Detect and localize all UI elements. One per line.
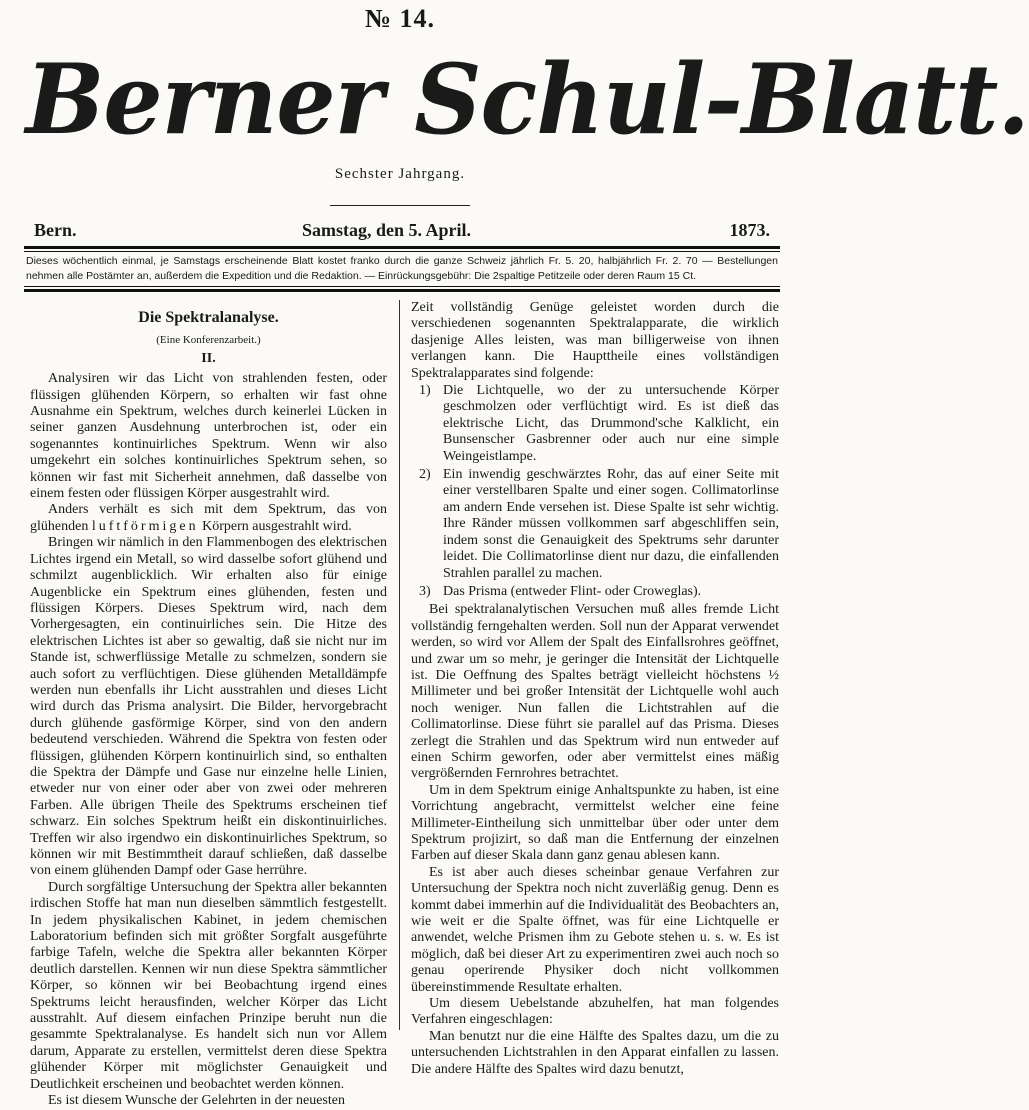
divider (24, 286, 780, 287)
paragraph: Anders verhält es sich mit dem Spektrum, das von glühenden luftförmigen Körpern ausgestrahlt wird. (30, 502, 387, 534)
dateline-date: Samstag, den 5. April. (302, 220, 472, 240)
paragraph: Es ist aber auch dieses scheinbar genaue Verfahren zur Untersuchung der Spektra noch nicht zuverläßig genug. Denn es kommt dabei immerhin auf die Individualität des Beobachters an, wie weit er die Spalte öffnet, was für eine Lichtquelle er anwendet, welche Prismen ihm zu Gebote stehen u. s. w. Es ist möglich, daß bei dieser Art zu experimentiren zwei auch noch so genau operirende Physiker doch nicht vollkommen übereinstimmende Resultate erhalten. (411, 864, 779, 995)
paragraph: Man benutzt nur die eine Hälfte des Spaltes dazu, um die zu untersuchenden Lichtstrahlen in den Apparat einfallen zu lassen. Die andere Hälfte des Spaltes wird dazu benutzt, (411, 1028, 779, 1077)
dateline-place: Bern. (34, 220, 77, 240)
volume-year: Sechster Jahrgang. (334, 166, 466, 182)
column-divider (399, 300, 400, 1030)
paragraph: Analysiren wir das Licht von strahlenden festen, oder flüssigen glühenden Körpern, so erhalten wir fast ohne Ausnahme ein Spektrum, welches durch keinerlei Lücken in seiner ganzen Ausdehnung unterbrochen ist, oder ein sogenanntes kontinuirliches Spektrum. Wenn wir also umgekehrt ein solches kontinuirliches Spektrum sehen, so können wir fast mit Sicherheit annehmen, daß dasselbe von einem festen oder flüssigen Körper ausgestrahlt wird. (30, 371, 387, 502)
article-left-column (30, 300, 387, 1110)
paragraph: Bei spektralanalytischen Versuchen muß alles fremde Licht vollständig ferngehalten werden. Soll nun der Apparat verwendet werden, so wird vor Allem der Spalt des Einfallsrohres geöffnet, und zwar um so mehr, je geringer die Intensität der Lichtquelle ist. Die Oeffnung des Spaltes beträgt vielleicht höchstens ½ Millimeter und bei großer Intensität der Lichtquelle wohl auch noch weniger. Nun fallen die Lichtstrahlen auf die Collimatorlinse. Diese führt sie parallel auf das Prisma. Dieses zerlegt die Strahlen und das Spektrum wird nun entweder auf einen Schirm geworfen, oder aber vermittelst eines mäßig vergrößernden Fernrohres betrachtet. (411, 602, 779, 782)
divider (24, 251, 780, 252)
masthead-title: Berner Schul-Blatt. (25, 43, 1029, 156)
paragraph: Es ist diesem Wunsche der Gelehrten in der neuesten (48, 1093, 345, 1109)
emphasis: luftförmigen (91, 518, 199, 534)
article-title: Die Spektralanalyse. (138, 309, 279, 326)
list-item: 1) Die Lichtquelle, wo der zu untersuchende Körper geschmolzen oder verflüchtigt wird. Es ist dieß das elektrische Licht, das Drummond'sche Kalklicht, ein Bunsenscher Gasbrenner oder auch nur eine simple Weingeistlampe. (419, 383, 779, 464)
article-right-column (411, 300, 779, 1078)
dateline (24, 220, 780, 244)
subscription-notice: Dieses wöchentlich einmal, je Samstags erscheinende Blatt kostet franko durch die ganze Schweiz jährlich Fr. 5. 20, halbjährlich Fr. 2. 70 — Bestellungen nehmen alle Postämter an, außerdem die Expedition und die Redaktion. — Einrückungsgebühr: Die 2spaltige Petitzeile oder deren Raum 15 Ct. (26, 255, 778, 282)
list-item: 2) Ein inwendig geschwärztes Rohr, das auf einer Seite mit einer verstellbaren Spalte und einer sogen. Collimatorlinse am andern Ende versehen ist. Diese Spalte ist sehr wichtig. Ihre Ränder müssen vollkommen sarf abgeschliffen sein, indem sonst die Genauigkeit des Spektrums sehr darunter leidet. Die Collimatorlinse dient nur dazu, die einfallenden Strahlen parallel zu machen. (419, 467, 779, 581)
divider (24, 289, 780, 292)
divider (330, 205, 470, 206)
paragraph: Durch sorgfältige Untersuchung der Spektra aller bekannten irdischen Stoffe hat man nun dieselben sämmtlich festgestellt. In jedem physikalischen Kabinet, in jedem chemischen Laboratorium befinden sich mit größter Sorgfalt ausgeführte farbige Tafeln, welche die Spektra aller bekannten Körper deutlich darstellen. Kennen wir nun diese Spektra sämmtlicher Körper, so können wir bei Beobachtung irgend eines Spektrums leicht herausfinden, welcher Körper das Licht ausstrahlt. Auf diesem einfachen Prinzipe beruht nun die gesammte Spektralanalyse. Es handelt sich nun vor Allem darum, Apparate zu erstellen, vermittelst deren diese Spektra glühender Körper mit möglichster Genauigkeit und Deutlichkeit erscheinen und beobachtet werden können. (30, 879, 387, 1092)
article-subtitle: (Eine Konferenzarbeit.) (156, 334, 261, 347)
divider (24, 246, 780, 249)
paragraph: Bringen wir nämlich in den Flammenbogen des elektrischen Lichtes irgend ein Metall, so wird dasselbe sofort glühend und schmilzt augenblicklich. Wir erhalten also für einige Augenblicke ein Spektrum eines glühenden, festen und flüssigen Körpers. Dieses Spektrum wird, nach dem Vorhergesagten, ein continuirliches sein. Die Hitze des elektrischen Lichtes ist aber so gewaltig, daß sie nicht nur im Stande ist, schwerflüssige Metalle zu schmelzen, sondern sie auch sofort zu verflüchtigen. Diese glühenden Metalldämpfe werden nun ebenfalls ihr Licht ausstrahlen und dieses Licht wird durch das Prisma analysirt. Die Bilder, hervorgebracht durch glühende gasförmige Körper, sind von den andern bedeutend verschieden. Während die Spektra von festen oder flüssigen, glühenden Körpern kontinuirlich sind, so enthalten die Spektra der Dämpfe und Gase nur einzelne helle Linien, etweder nur von einer oder aber von zwei oder mehreren Farben. Alle übrigen Theile des Spektrums erscheinen tief schwarz. Ein solches Spektrum heißt ein diskontinuirliches. Treffen wir also irgendwo ein diskontinuirliches Spektrum, so können wir mit Bestimmtheit darauf schließen, daß dasselbe von einem glühenden Dampf oder Gase herrühre. (30, 535, 387, 879)
paragraph: Zeit vollständig Genüge geleistet worden durch die verschiedenen sogenannten Spektralapparate, die wirklich dasjenige Alles leisten, was man billigerweise von ihnen verlangen kann. Die Haupttheile eines vollständigen Spektralapparates sind folgende: (411, 300, 779, 381)
list-item: 3) Das Prisma (entweder Flint- oder Croweglas). (419, 583, 702, 599)
article-section-number: II. (201, 350, 216, 366)
issue-number: № 14. (364, 4, 436, 33)
dateline-year: 1873. (729, 220, 770, 240)
paragraph: Um diesem Uebelstande abzuhelfen, hat man folgendes Verfahren eingeschlagen: (411, 996, 779, 1028)
paragraph: Um in dem Spektrum einige Anhaltspunkte zu haben, ist eine Vorrichtung angebracht, vermittelst welcher eine feine Millimeter-Eintheilung sich unmittelbar über oder unter dem Spektrum projizirt, so daß man die Entfernung der einzelnen Farben auf dieser Skala dann ganz genau ablesen kann. (411, 782, 779, 864)
